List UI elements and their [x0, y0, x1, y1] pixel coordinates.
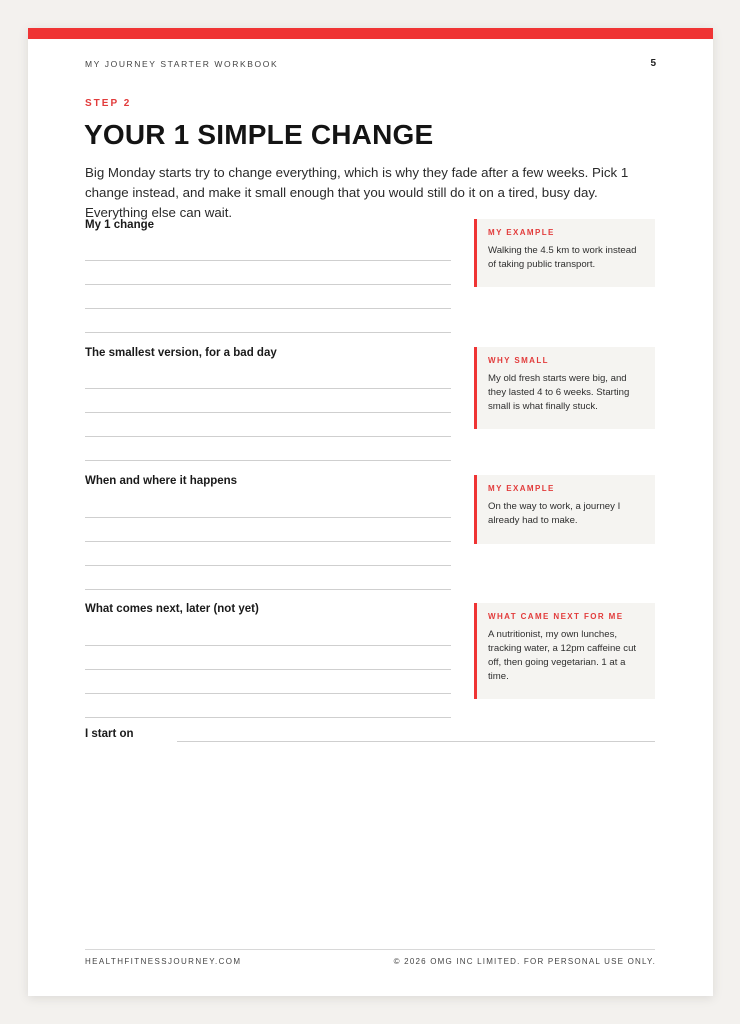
intro-paragraph: Big Monday starts try to change everything, which is why they fade after a few weeks. Pick 1 change instead, and make it small enough that you would still do it on a tired, busy day. Everything else can wait.	[85, 165, 629, 220]
write-line[interactable]	[85, 693, 451, 694]
why-small-note	[474, 347, 655, 429]
write-line[interactable]	[85, 645, 451, 646]
note-text: My old fresh starts were big, and they lasted 4 to 6 weeks. Starting small is what finally stuck.	[488, 373, 630, 412]
accent-top-bar	[28, 28, 713, 39]
note-title: MY EXAMPLE	[488, 484, 555, 493]
footer-copyright: © 2026 OMG INC LIMITED. FOR PERSONAL USE ONLY.	[393, 957, 656, 966]
example-note	[474, 219, 655, 287]
start-date-label: I start on	[85, 728, 134, 740]
running-header-title: MY JOURNEY STARTER WORKBOOK	[85, 59, 279, 69]
write-line[interactable]	[85, 589, 451, 590]
note-title: WHY SMALL	[488, 356, 549, 365]
workbook-page	[28, 28, 713, 996]
write-line[interactable]	[85, 308, 451, 309]
section-label: The smallest version, for a bad day	[85, 347, 277, 359]
write-line[interactable]	[85, 284, 451, 285]
step-label: STEP 2	[85, 98, 132, 109]
write-line[interactable]	[85, 460, 451, 461]
note-title: MY EXAMPLE	[488, 228, 555, 237]
note-title: WHAT CAME NEXT FOR ME	[488, 612, 624, 621]
section-label: What comes next, later (not yet)	[85, 603, 259, 615]
footer-website: HEALTHFITNESSJOURNEY.COM	[85, 957, 242, 966]
note-text: A nutritionist, my own lunches, tracking water, a 12pm caffeine cut off, then going vegetarian. 1 at a time.	[488, 629, 637, 682]
write-line[interactable]	[85, 332, 451, 333]
section-label: My 1 change	[85, 219, 155, 231]
write-line[interactable]	[85, 717, 451, 718]
write-line[interactable]	[85, 517, 451, 518]
write-line[interactable]	[85, 669, 451, 670]
write-line[interactable]	[85, 541, 451, 542]
section-label: When and where it happens	[85, 475, 238, 487]
start-date-line[interactable]	[177, 741, 655, 742]
footer-divider	[85, 949, 655, 950]
page-title: YOUR 1 SIMPLE CHANGE	[84, 119, 434, 150]
write-line[interactable]	[85, 260, 451, 261]
write-line[interactable]	[85, 388, 451, 389]
note-text: On the way to work, a journey I already had to make.	[488, 501, 621, 526]
write-line[interactable]	[85, 412, 451, 413]
write-line[interactable]	[85, 565, 451, 566]
example-note	[474, 475, 655, 544]
write-line[interactable]	[85, 436, 451, 437]
what-came-next-note	[474, 603, 655, 699]
note-text: Walking the 4.5 km to work instead of taking public transport.	[488, 245, 637, 270]
page-number: 5	[650, 58, 656, 69]
